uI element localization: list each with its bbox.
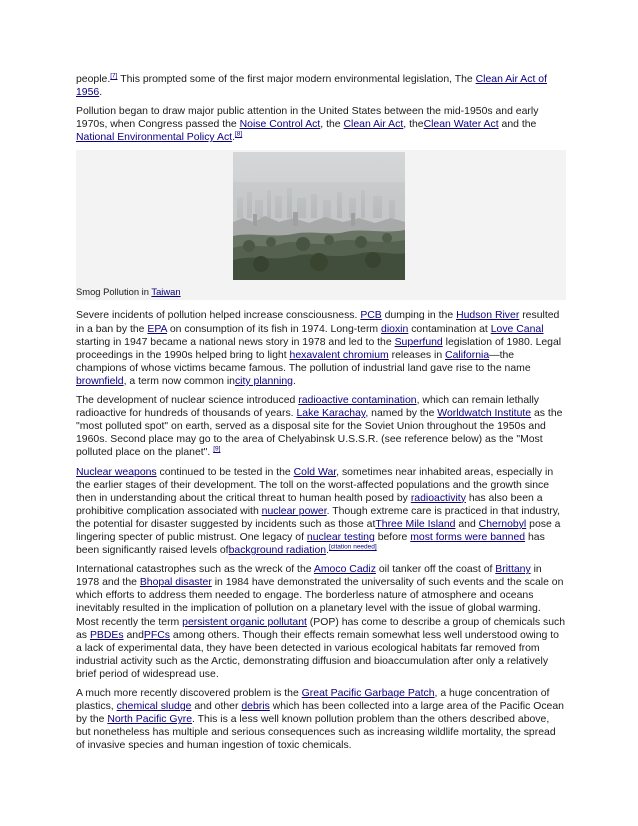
- link-pfcs[interactable]: PFCs: [143, 629, 171, 641]
- link-noise-control-act[interactable]: Noise Control Act: [239, 119, 321, 131]
- link-hexavalent-chromium[interactable]: hexavalent chromium: [289, 349, 389, 361]
- link-hudson-river[interactable]: Hudson River: [456, 310, 520, 322]
- link-nuclear-power[interactable]: nuclear power: [261, 505, 327, 517]
- link-clean-air-act[interactable]: Clean Air Act: [343, 119, 404, 131]
- link-city-planning[interactable]: city planning: [234, 375, 293, 387]
- paragraph-severe-incidents: Severe incidents of pollution helped increase consciousness. PCB dumping in the Hudson River resulted in a ban by the EPA on consumption of its fish in 1974. Long-term dioxin contamination at Love Canal starting in 1947 became a national news story in 1978 and led to the Superfund legislation of 1980. Legal proceedings in the 1990s helped bring to light hexavalent chromium releases in California—the champions of whose victims became famous. The pollution of industrial land gave rise to the name brownfield, a term now common incity planning.: [76, 310, 562, 387]
- link-chemical-sludge[interactable]: chemical sludge: [116, 701, 192, 713]
- paragraph-garbage-patch: A much more recently discovered problem is the Great Pacific Garbage Patch, a huge concentration of plastics, chemical sludge and other debris which has been collected into a large area of the Pacific Ocean by the North Pacific Gyre. This is a less well known pollution problem than the others described above, but nonetheless has multiple and serious consequences such as increasing wildlife mortality, the spread of invasive species and human ingestion of toxic chemicals.: [76, 688, 564, 752]
- link-amoco-cadiz[interactable]: Amoco Cadiz: [313, 564, 376, 576]
- citation-link[interactable]: [9]: [213, 445, 221, 453]
- link-superfund[interactable]: Superfund: [394, 336, 443, 348]
- figure-smog-taiwan: [76, 150, 566, 300]
- link-radioactive-contamination[interactable]: radioactive contamination: [298, 395, 417, 407]
- paragraph-us-attention: Pollution began to draw major public attention in the United States between the mid-1950s and early 1970s, when Congress passed the Noise Control Act, the Clean Air Act, theClean Water Act and the National Environmental Policy Act.[8]: [76, 106, 539, 144]
- link-nuclear-testing[interactable]: nuclear testing: [306, 531, 375, 543]
- citation-needed-link[interactable]: [citation needed]: [329, 543, 377, 551]
- link-dioxin[interactable]: dioxin: [381, 323, 409, 335]
- link-great-pacific-garbage-patch[interactable]: Great Pacific Garbage Patch: [301, 688, 435, 699]
- link-background-radiation[interactable]: background radiation: [228, 545, 327, 557]
- link-radioactivity[interactable]: radioactivity: [410, 492, 466, 504]
- link-epa[interactable]: EPA: [147, 323, 167, 335]
- link-brownfield[interactable]: brownfield: [76, 375, 124, 387]
- link-bhopal-disaster[interactable]: Bhopal disaster: [139, 577, 212, 589]
- link-three-mile-island[interactable]: Three Mile Island: [375, 518, 456, 530]
- paragraph-clean-air-1956: people.[7] This prompted some of the first major modern environmental legislation, The Clean Air Act of 1956.: [76, 72, 547, 99]
- article-body: [76, 73, 566, 758]
- link-pcb[interactable]: PCB: [360, 310, 382, 322]
- link-lake-karachay[interactable]: Lake Karachay: [296, 408, 366, 420]
- smog-photo: [233, 152, 405, 280]
- link-national-environmental-policy-act[interactable]: National Environmental Policy Act: [76, 132, 233, 144]
- link-pbdes[interactable]: PBDEs: [89, 629, 124, 641]
- paragraph-nuclear-weapons: Nuclear weapons continued to be tested in the Cold War, sometimes near inhabited areas, especially in the earlier stages of their development. The toll on the worst-affected populations and the growth since then in understanding about the critical threat to human health posed by radioactivity has also been a prohibitive complication associated with nuclear power. Though extreme care is practiced in that industry, the potential for disaster suggested by incidents such as those atThree Mile Island and Chernobyl pose a lingering specter of public mistrust. One legacy of nuclear testing before most forms were banned has been significantly raised levels ofbackground radiation.[citation needed]: [76, 466, 561, 557]
- paragraph-nuclear-science: The development of nuclear science introduced radioactive contamination, which can remain lethally radioactive for hundreds of thousands of years. Lake Karachay, named by the Worldwatch Institute as the "most polluted spot" on earth, served as a disposal site for the Soviet Union throughout the 1950s and 1960s. Second place may go to the area of Chelyabinsk U.S.S.R. (see reference below) as the "Most polluted place on the planet". [9]: [76, 395, 563, 459]
- link-debris[interactable]: debris: [241, 701, 270, 713]
- link-brittany[interactable]: Brittany: [495, 564, 531, 576]
- link-chernobyl[interactable]: Chernobyl: [478, 518, 527, 530]
- citation-link[interactable]: [7]: [110, 72, 118, 80]
- link-taiwan[interactable]: Taiwan: [151, 286, 181, 298]
- link-cold-war[interactable]: Cold War: [293, 466, 337, 478]
- citation-link[interactable]: [8]: [234, 130, 243, 138]
- link-nuclear-weapons[interactable]: Nuclear weapons: [76, 466, 157, 478]
- link-love-canal[interactable]: Love Canal: [490, 323, 544, 335]
- link-clean-water-act[interactable]: Clean Water Act: [423, 119, 499, 131]
- link-persistent-organic-pollutant[interactable]: persistent organic pollutant: [182, 616, 307, 628]
- link-california[interactable]: California: [445, 349, 490, 361]
- link-north-pacific-gyre[interactable]: North Pacific Gyre: [107, 714, 193, 726]
- link-clean-air-act-1956[interactable]: Clean Air Act of 1956: [76, 74, 547, 99]
- link-worldwatch-institute[interactable]: Worldwatch Institute: [437, 408, 532, 420]
- link-most-forms-were-banned[interactable]: most forms were banned: [410, 531, 526, 543]
- figure-caption: Smog Pollution in Taiwan: [76, 286, 181, 298]
- paragraph-international-catastrophes: International catastrophes such as the wreck of the Amoco Cadiz oil tanker off the coast of Brittany in 1978 and the Bhopal disaster in 1984 have demonstrated the universality of such events and the scale on which efforts to address them needed to engage. The borderless nature of atmosphere and oceans inevitably resulted in the implication of pollution on a planetary level with the issue of global warming. Most recently the term persistent organic pollutant (POP) has come to describe a group of chemicals such as PBDEs andPFCs among others. Though their effects remain somewhat less well understood owing to a lack of experimental data, they have been detected in various ecological habitats far removed from industrial activity such as the Arctic, demonstrating diffusion and bioaccumulation after only a relatively brief period of widespread use.: [76, 564, 566, 680]
